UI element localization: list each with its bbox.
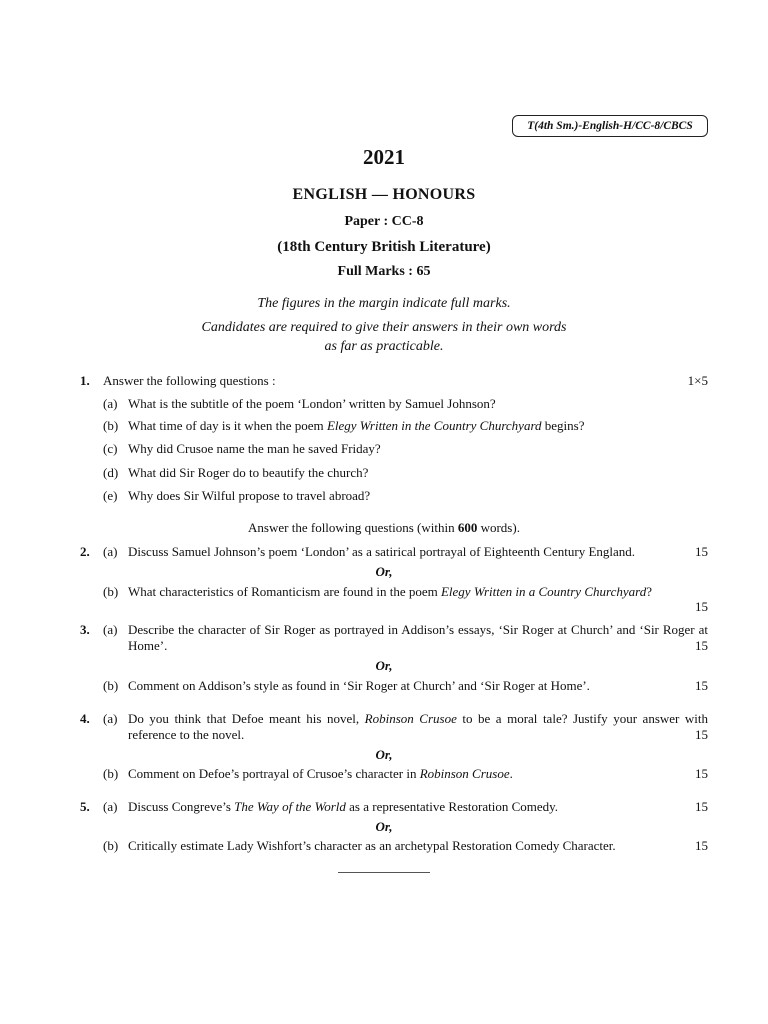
marks: 15 xyxy=(695,838,708,853)
part-text: Comment on Defoe’s portrayal of Crusoe’s character in Robinson Crusoe. xyxy=(128,766,513,781)
part-label: (e) xyxy=(103,488,118,503)
marks: 15 xyxy=(695,727,708,742)
instruction-line: Candidates are required to give their answers in their own words xyxy=(201,320,567,335)
subject-title: ENGLISH — HONOURS xyxy=(292,186,476,203)
marks: 15 xyxy=(695,799,708,814)
question-number: 4. xyxy=(80,711,90,726)
part-label: (a) xyxy=(103,544,118,559)
part-text: Discuss Samuel Johnson’s poem ‘London’ as a satirical portrayal of Eighteenth Century England. xyxy=(128,544,636,559)
or-separator: Or, xyxy=(375,819,393,834)
part-label: (a) xyxy=(103,799,118,814)
full-marks: Full Marks : 65 xyxy=(337,264,431,279)
or-separator: Or, xyxy=(375,658,393,673)
part-label: (a) xyxy=(103,622,118,637)
part-text: Do you think that Defoe meant his novel, Robinson Crusoe to be a moral tale? Justify your answer with reference to the novel. xyxy=(128,711,709,742)
part-text: Critically estimate Lady Wishfort’s character as an archetypal Restoration Comedy Character. xyxy=(128,838,616,853)
paper-number: Paper : CC-8 xyxy=(344,214,424,229)
part-text: What did Sir Roger do to beautify the church? xyxy=(128,465,369,480)
poem-title: Elegy Written in the Country Churchyard xyxy=(326,418,542,433)
part-text: Why did Crusoe name the man he saved Friday? xyxy=(128,441,381,456)
end-rule xyxy=(338,872,430,873)
section-instruction: Answer the following questions (within 600 words). xyxy=(248,520,520,535)
question-number: 1. xyxy=(80,373,90,388)
marks: 15 xyxy=(695,678,708,693)
marks: 1×5 xyxy=(687,373,708,388)
part-label: (a) xyxy=(103,396,118,411)
instruction-line: The figures in the margin indicate full marks. xyxy=(257,296,511,311)
part-text: Comment on Addison’s style as found in ‘Sir Roger at Church’ and ‘Sir Roger at Home’. xyxy=(128,678,590,693)
part-label: (a) xyxy=(103,711,118,726)
part-text: Why does Sir Wilful propose to travel abroad? xyxy=(128,488,371,503)
play-title: The Way of the World xyxy=(234,799,346,814)
part-label: (b) xyxy=(103,678,119,693)
part-text: Describe the character of Sir Roger as portrayed in Addison’s essays, ‘Sir Roger at Church’ and ‘Sir Roger at Home’. xyxy=(128,622,708,653)
exam-year: 2021 xyxy=(363,145,405,169)
part-label: (b) xyxy=(103,418,119,433)
or-separator: Or, xyxy=(375,747,393,762)
part-label: (c) xyxy=(103,441,118,456)
question-number: 5. xyxy=(80,799,90,814)
paper-code-box: T(4th Sm.)-English-H/CC-8/CBCS xyxy=(512,115,708,137)
part-text: What is the subtitle of the poem ‘London’ written by Samuel Johnson? xyxy=(128,396,496,411)
part-label: (b) xyxy=(103,766,119,781)
instruction-line: as far as practicable. xyxy=(324,339,444,354)
marks: 15 xyxy=(695,638,708,653)
novel-title: Robinson Crusoe xyxy=(364,711,457,726)
marks: 15 xyxy=(695,766,708,781)
part-label: (b) xyxy=(103,838,119,853)
question-number: 2. xyxy=(80,544,90,559)
part-text: What characteristics of Romanticism are found in the poem Elegy Written in a Country Churchyard? xyxy=(128,584,652,599)
part-label: (d) xyxy=(103,465,119,480)
part-text: Discuss Congreve’s The Way of the World as a representative Restoration Comedy. xyxy=(128,799,559,814)
marks: 15 xyxy=(695,544,708,559)
question-text: Answer the following questions : xyxy=(103,373,276,388)
marks: 15 xyxy=(695,599,708,614)
part-text: What time of day is it when the poem Elegy Written in the Country Churchyard begins? xyxy=(128,418,585,433)
poem-title: Elegy Written in a Country Churchyard xyxy=(440,584,647,599)
novel-title: Robinson Crusoe xyxy=(419,766,510,781)
part-label: (b) xyxy=(103,584,119,599)
or-separator: Or, xyxy=(375,564,393,579)
question-number: 3. xyxy=(80,622,90,637)
paper-title: (18th Century British Literature) xyxy=(277,239,491,255)
